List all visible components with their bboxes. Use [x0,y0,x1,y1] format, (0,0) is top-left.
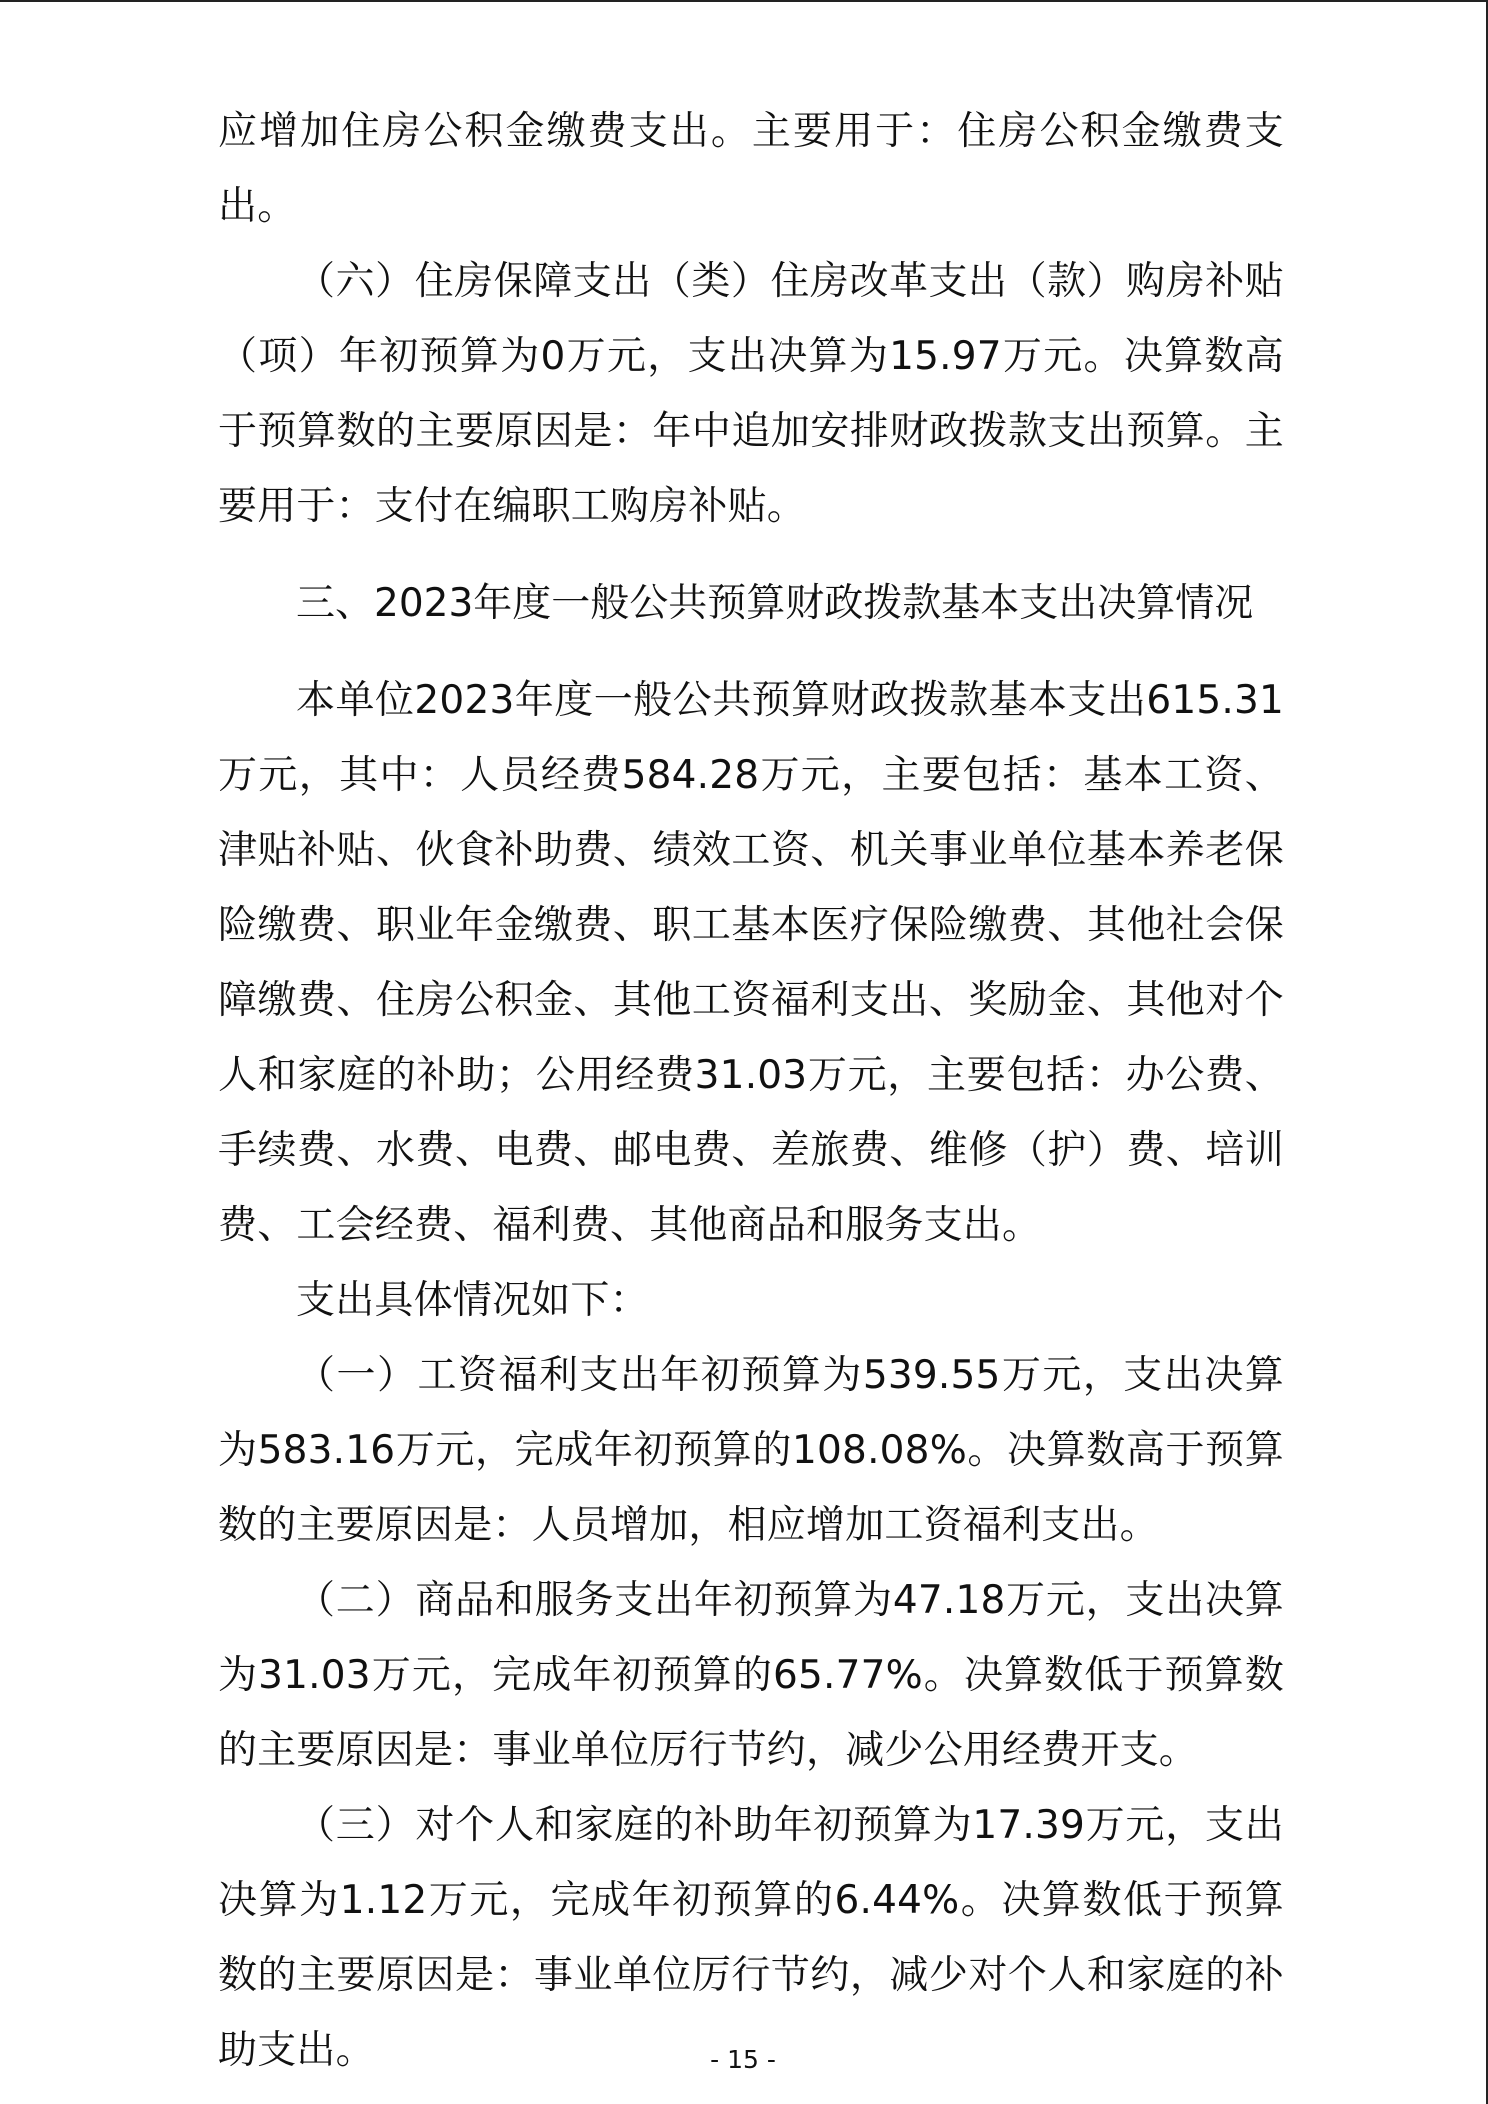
paragraph-wage-welfare-expenditure: （一）工资福利支出年初预算为539.55万元，支出决算为583.16万元，完成年初预算的108.08%。决算数高于预算数的主要原因是：人员增加，相应增加工资福利支出。 [218,1353,1284,1548]
section-title-basic-expenditure: 三、2023年度一般公共预算财政拨款基本支出决算情况 [296,581,1254,626]
paragraph-expenditure-details-intro: 支出具体情况如下： [296,1278,649,1323]
paragraph-goods-services-expenditure: （二）商品和服务支出年初预算为47.18万元，支出决算为31.03万元，完成年初预算的65.77%。决算数低于预算数的主要原因是：事业单位厉行节约，减少公用经费开支。 [218,1578,1284,1773]
paragraph-basic-expenditure-summary: 本单位2023年度一般公共预算财政拨款基本支出615.31万元，其中：人员经费584.28万元，主要包括：基本工资、津贴补贴、伙食补助费、绩效工资、机关事业单位基本养老保险缴费、职业年金缴费、职工基本医疗保险缴费、其他社会保障缴费、住房公积金、其他工资福利支出、奖励金、其他对个人和家庭的补助；公用经费31.03万元，主要包括：办公费、手续费、水费、电费、邮电费、差旅费、维修（护）费、培训费、工会经费、福利费、其他商品和服务支出。 [218,678,1284,1248]
paragraph-individual-family-subsidy: （三）对个人和家庭的补助年初预算为17.39万元，支出决算为1.12万元，完成年初预算的6.44%。决算数低于预算数的主要原因是：事业单位厉行节约，减少对个人和家庭的补助支出。 [218,1803,1284,2073]
paragraph-housing-subsidy: （六）住房保障支出（类）住房改革支出（款）购房补贴（项）年初预算为0万元，支出决算为15.97万元。决算数高于预算数的主要原因是：年中追加安排财政拨款支出预算。主要用于：支付在编职工购房补贴。 [218,259,1284,529]
page-number: - 15 - [710,2045,776,2074]
paragraph-housing-fund-continuation: 应增加住房公积金缴费支出。主要用于：住房公积金缴费支出。 [218,109,1284,229]
document-body [218,94,1284,2088]
